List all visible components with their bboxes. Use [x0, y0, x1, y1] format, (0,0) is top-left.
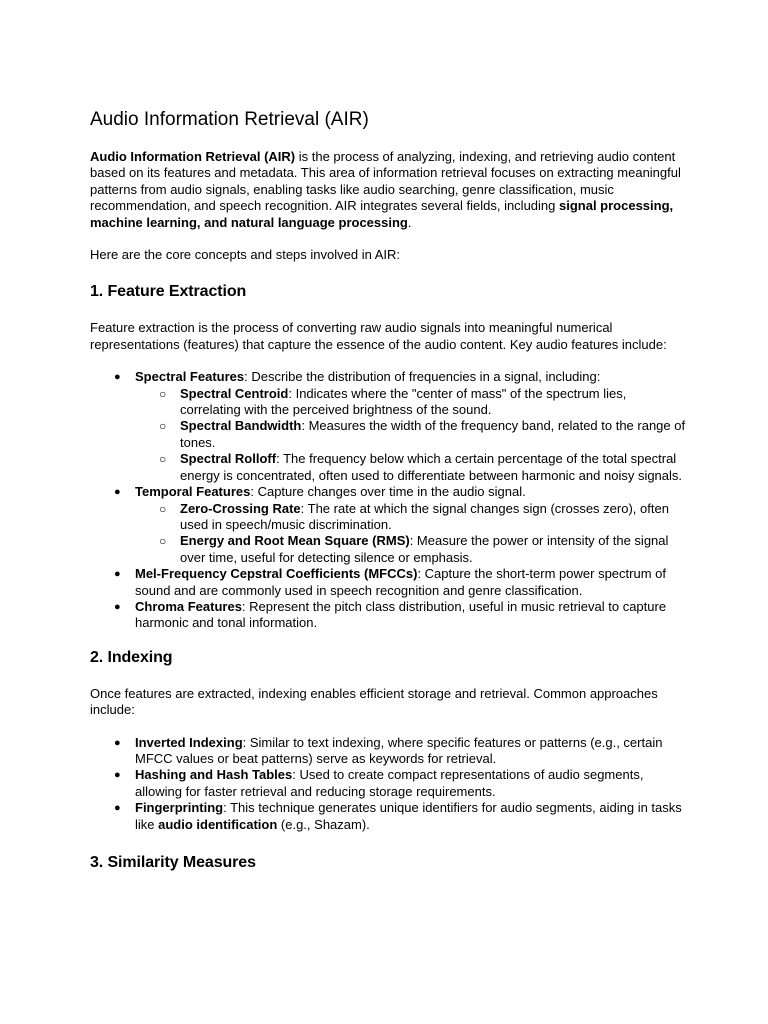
sub-list-item-term: Spectral Centroid: [180, 385, 289, 401]
sub-list-item-term: Zero-Crossing Rate: [180, 500, 301, 516]
sub-list-item-desc: : The frequency below which a certain percentage of the total spectral energy is concentrated, often used to differentiate between harmonic and noisy signals.: [180, 451, 683, 483]
document-page: [90, 108, 690, 891]
list-item: [90, 566, 690, 599]
intro-paragraph: [90, 149, 690, 231]
bullet-icon: ●: [114, 802, 121, 815]
sub-list-item: [135, 501, 690, 534]
document-title: Audio Information Retrieval (AIR): [90, 109, 369, 130]
sub-list: [135, 501, 690, 567]
hollow-bullet-icon: ○: [159, 501, 167, 516]
list-item-term: Fingerprinting: [135, 800, 224, 816]
bullet-icon: ●: [114, 568, 121, 581]
section-heading-similarity: 3. Similarity Measures: [90, 854, 256, 871]
sub-list-item: [135, 386, 690, 419]
sub-list-item-term: Spectral Bandwidth: [180, 418, 302, 434]
section-heading-indexing: 2. Indexing: [90, 648, 173, 666]
bullet-icon: ●: [114, 486, 121, 499]
intro-bold-fields: signal processing, machine learning, and natural language processing: [90, 198, 674, 230]
list-item-term: Mel-Frequency Cepstral Coefficients (MFCCs): [135, 566, 418, 582]
hollow-bullet-icon: ○: [159, 534, 167, 549]
bullet-icon: ●: [114, 736, 121, 749]
list-item-desc-tail: (e.g., Shazam).: [277, 816, 370, 832]
list-item-desc: : Represent the pitch class distribution, useful in music retrieval to capture harmonic and tonal information.: [135, 598, 667, 631]
list-item-term: Spectral Features: [135, 369, 245, 385]
core-intro-paragraph: Here are the core concepts and steps involved in AIR:: [90, 247, 401, 263]
sub-list-item-desc: : Measure the power or intensity of the signal over time, useful for detecting silence or emphasis.: [180, 533, 669, 565]
list-item: [90, 599, 690, 632]
feature-list: [90, 369, 690, 632]
list-item-desc: : This technique generates unique identifiers for audio segments, aiding in tasks like: [135, 800, 682, 832]
intro-bold-term: Audio Information Retrieval (AIR): [90, 149, 296, 164]
sub-list-item-desc: : Measures the width of the frequency band, related to the range of tones.: [180, 418, 686, 450]
list-item: [90, 484, 690, 566]
intro-text-2: .: [407, 214, 412, 230]
hollow-bullet-icon: ○: [159, 452, 167, 467]
list-item-desc: : Capture changes over time in the audio signal.: [250, 484, 526, 500]
section-heading-feature-extraction: 1. Feature Extraction: [90, 283, 247, 301]
sub-list-item-term: Spectral Rolloff: [180, 451, 277, 467]
list-item: [90, 767, 690, 800]
list-item-term: Chroma Features: [135, 598, 242, 614]
bullet-icon: ●: [114, 371, 121, 384]
sub-list: [135, 386, 690, 484]
sub-list-item-desc: : The rate at which the signal changes sign (crosses zero), often used in speech/music discrimination.: [180, 500, 669, 532]
bullet-icon: ●: [114, 600, 121, 613]
sub-list-item-desc: : Indicates where the "center of mass" of the spectrum lies, correlating with the perceived brightness of the sound.: [180, 385, 627, 418]
list-item: [90, 369, 690, 484]
list-item-desc: : Describe the distribution of frequencies in a signal, including:: [244, 369, 601, 385]
list-item: [90, 800, 690, 833]
bullet-icon: ●: [114, 769, 121, 782]
indexing-list: [90, 735, 690, 833]
list-item-desc: : Used to create compact representations of audio segments, allowing for faster retrieval and reducing storage requirements.: [135, 767, 644, 799]
hollow-bullet-icon: ○: [159, 419, 167, 434]
list-item-bold-inline: audio identification: [158, 816, 278, 832]
list-item-desc: : Similar to text indexing, where specific features or patterns (e.g., certain MFCC values or beat patterns) serve as keywords for retrieval.: [135, 734, 663, 766]
list-item-desc: : Capture the short-term power spectrum of sound and are commonly used in speech recognition and genre classification.: [135, 566, 666, 598]
hollow-bullet-icon: ○: [159, 386, 167, 401]
feature-extraction-paragraph: Feature extraction is the process of converting raw audio signals into meaningful numerical representations (features) that capture the essence of the audio content. Key audio features include:: [90, 320, 667, 352]
list-item-term: Hashing and Hash Tables: [135, 767, 293, 783]
indexing-paragraph: Once features are extracted, indexing enables efficient storage and retrieval. Common approaches include:: [90, 685, 658, 718]
sub-list-item: [135, 533, 690, 566]
list-item-term: Temporal Features: [135, 484, 251, 500]
sub-list-item-term: Energy and Root Mean Square (RMS): [180, 533, 410, 549]
list-item-term: Inverted Indexing: [135, 734, 243, 750]
sub-list-item: [135, 418, 690, 451]
sub-list-item: [135, 451, 690, 484]
list-item: [90, 735, 690, 768]
intro-text-1: is the process of analyzing, indexing, and retrieving audio content based on its features and metadata. This area of information retrieval focuses on extracting meaningful patterns from audio signals, enabling tasks like audio searching, genre classification, music recommendation, and speech recognition. AIR integrates several fields, including: [90, 149, 681, 214]
